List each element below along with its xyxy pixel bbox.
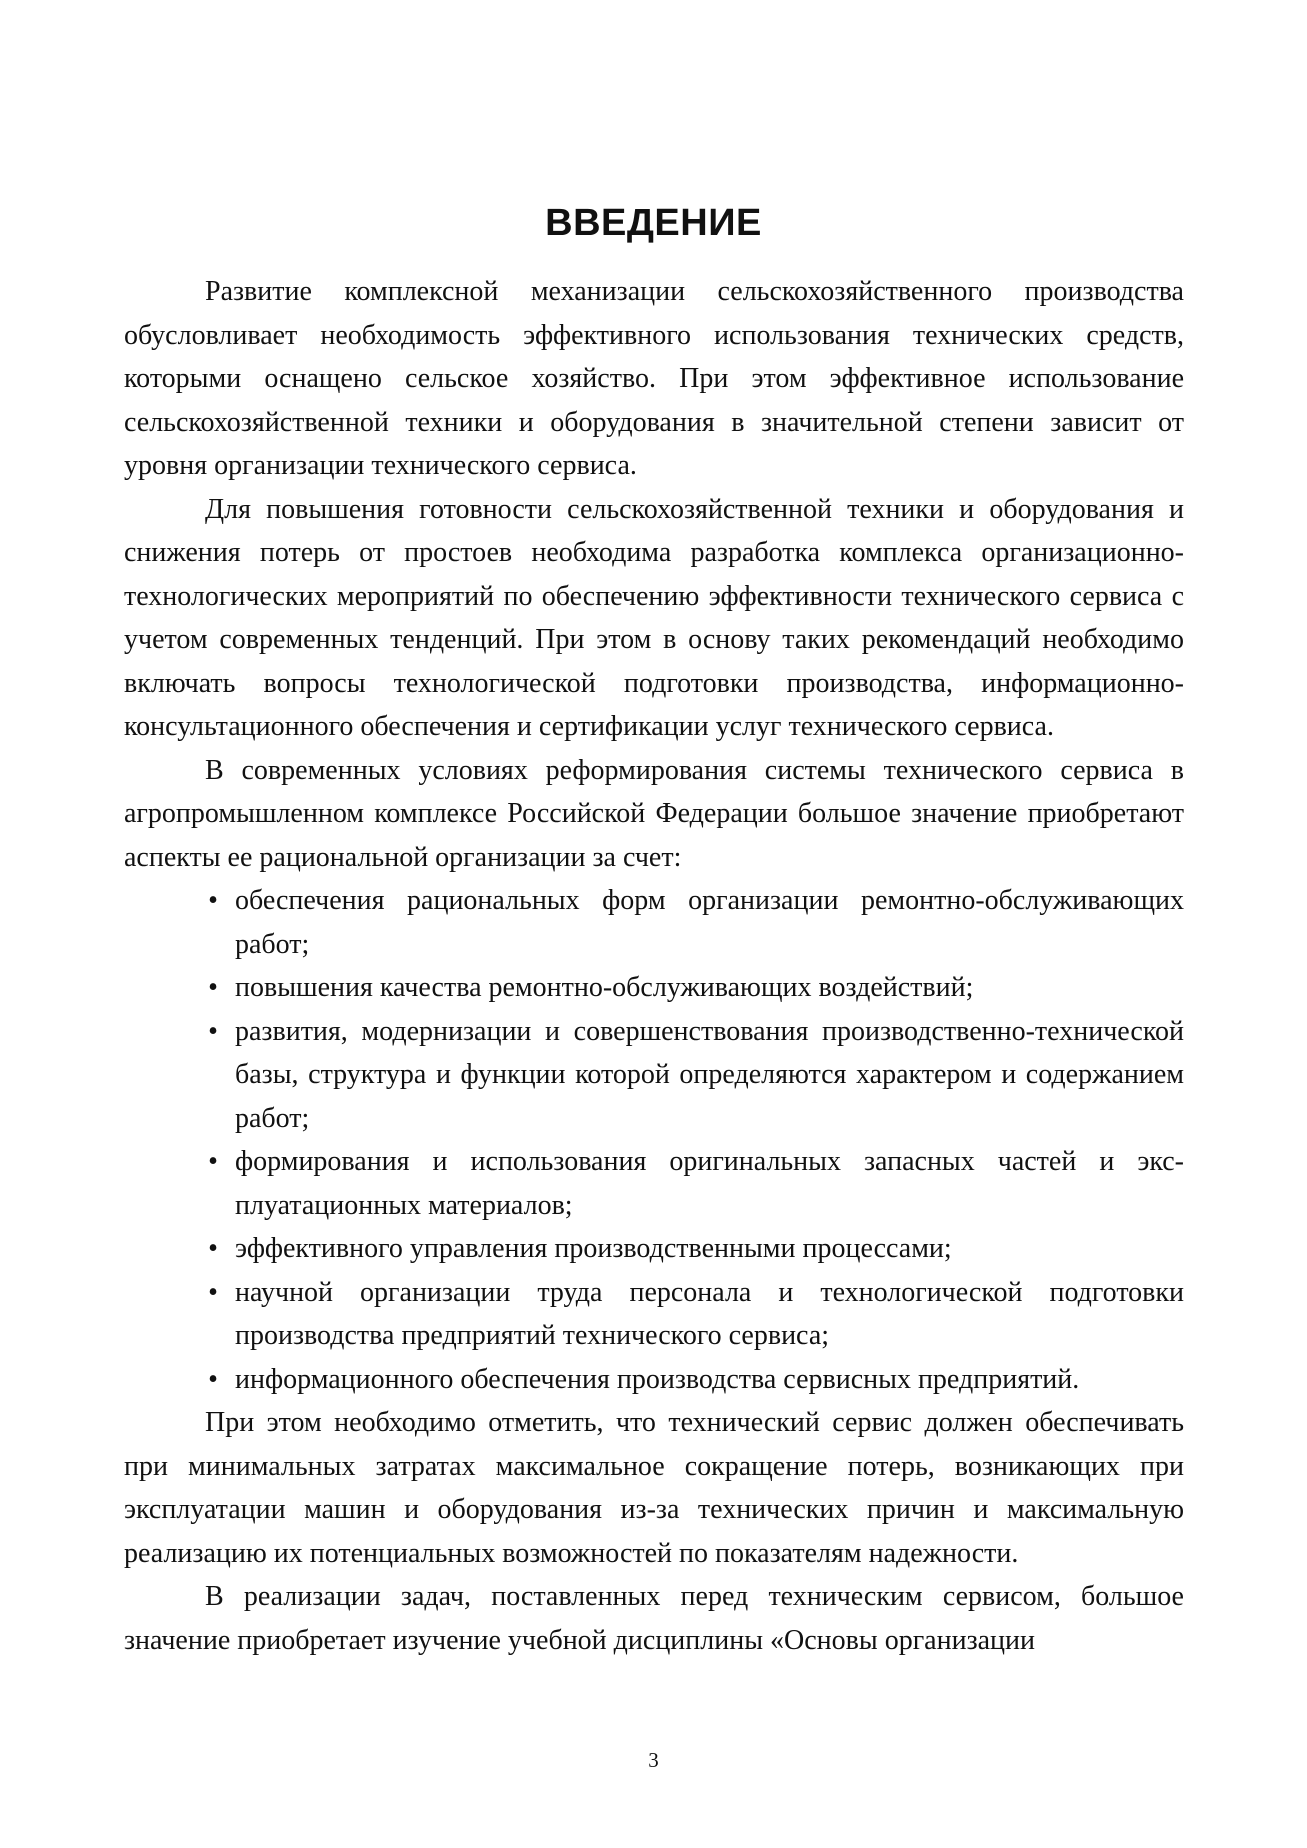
list-item <box>124 1271 1184 1358</box>
list-item-text: повышения качества ремонтно-обслуживающих воздействий; <box>235 972 974 1003</box>
list-item-text: эффективного управления производственными процессами; <box>235 1233 952 1264</box>
bullet-icon: • <box>208 972 218 1003</box>
bullet-icon: • <box>208 885 218 916</box>
list-item <box>124 1140 1184 1227</box>
body-text <box>124 270 1184 1662</box>
page-number: 3 <box>648 1748 659 1772</box>
bullet-icon: • <box>208 1276 218 1308</box>
list-item-text: формирования и использования оригинальных запасных частей и эксплуатационных материалов; <box>235 1146 1184 1221</box>
list-item-text: научной организации труда персонала и технологической подготовки производства предприятий технического сервиса; <box>235 1276 1184 1351</box>
paragraph-3: В современных условиях реформирования системы технического сервиса в агропромышленном комплексе Российской Федерации большое значение приобретают аспекты ее рациональной организации за счет: <box>124 754 1184 873</box>
paragraph-4: При этом необходимо отметить, что технический сервис должен обеспечивать при минимальных затратах максимальное сокращение потерь, возникающих при эксплуатации машин и оборудования из-за технических причин и максимальную реализацию их потенциальных возможностей по показателям надежности. <box>124 1407 1184 1569</box>
list-item <box>124 1227 1184 1271</box>
paragraph-5: В реализации задач, поставленных перед техническим сервисом, большое значение приобретает изучение учебной дисциплины «Основы организации <box>124 1581 1184 1656</box>
list-item <box>124 966 1184 1010</box>
list-item <box>124 879 1184 966</box>
paragraph-1: Развитие комплексной механизации сельскохозяйственного производства обусловливает необходимость эффективного использования технических средств, которыми оснащено сельское хозяйство. При этом эффективное использование сельскохозяйственной техники и оборудования в значительной степени зависит от уровня организации технического сервиса. <box>124 276 1184 481</box>
list-item <box>124 1010 1184 1141</box>
bullet-icon: • <box>208 1146 218 1177</box>
list-item-text: развития, модернизации и совершенствования производственно-технической базы, структура и функции которой определяются характером и содержанием работ; <box>235 1015 1184 1134</box>
paragraph-2: Для повышения готовности сельскохозяйственной техники и оборудования и снижения потерь от простоев необходима разработка комплекса организационно-технологических мероприятий по обеспечению эффективности технического сервиса с учетом современных тенденций. При этом в основу таких рекомендаций необходимо включать вопросы технологической подготовки производства, информационно-консультационного обеспечения и сертификации услуг технического сервиса. <box>124 493 1184 742</box>
list-item-text: информационного обеспечения производства сервисных предприятий. <box>235 1363 1080 1395</box>
bullet-icon: • <box>208 1363 218 1395</box>
bullet-list <box>124 879 1184 1401</box>
list-item-text: обеспечения рациональных форм организации ремонтно-обслуживающих работ; <box>235 885 1184 960</box>
bullet-icon: • <box>208 1233 218 1264</box>
section-title: ВВЕДЕНИЕ <box>545 202 762 244</box>
list-item <box>124 1358 1184 1402</box>
bullet-icon: • <box>208 1015 218 1047</box>
